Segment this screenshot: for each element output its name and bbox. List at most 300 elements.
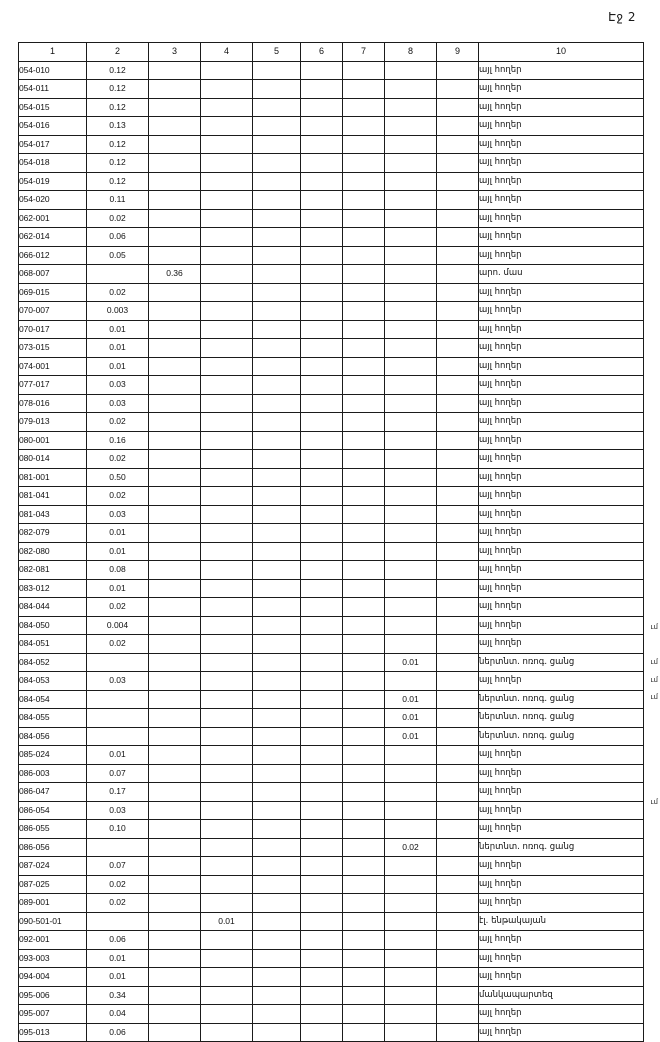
cell-c7	[343, 172, 385, 191]
table-row	[19, 302, 644, 321]
cell-c4	[201, 524, 253, 543]
cell-c5	[253, 616, 301, 635]
cell-c8	[385, 135, 437, 154]
cell-c1: 084-050	[19, 616, 87, 635]
cell-c2: 0.02	[87, 283, 149, 302]
cell-c9	[437, 154, 479, 173]
cell-c3	[149, 357, 201, 376]
cell-c8	[385, 413, 437, 432]
cell-c7	[343, 487, 385, 506]
table-row	[19, 357, 644, 376]
cell-c10: այլ հողեր	[479, 357, 644, 376]
table-row	[19, 653, 644, 672]
cell-c7	[343, 283, 385, 302]
cell-c9	[437, 635, 479, 654]
cell-c10: այլ հողեր	[479, 672, 644, 691]
cell-c7	[343, 431, 385, 450]
cell-c2: 0.03	[87, 672, 149, 691]
cell-c5	[253, 672, 301, 691]
cell-c5	[253, 320, 301, 339]
cell-c6	[301, 487, 343, 506]
cell-c9	[437, 931, 479, 950]
cell-c4	[201, 857, 253, 876]
cell-c6	[301, 764, 343, 783]
cell-c2: 0.06	[87, 1023, 149, 1042]
cell-c3	[149, 61, 201, 80]
cell-c1: 066-012	[19, 246, 87, 265]
table-row	[19, 468, 644, 487]
cell-c2: 0.12	[87, 98, 149, 117]
cell-c7	[343, 302, 385, 321]
cell-c9	[437, 320, 479, 339]
cell-c7	[343, 61, 385, 80]
table-row	[19, 228, 644, 247]
cell-c4	[201, 191, 253, 210]
cell-c4	[201, 635, 253, 654]
cell-c2: 0.11	[87, 191, 149, 210]
cell-c9	[437, 727, 479, 746]
cell-c4	[201, 616, 253, 635]
cell-c2: 0.003	[87, 302, 149, 321]
cell-c7	[343, 912, 385, 931]
cell-c7	[343, 505, 385, 524]
cell-c2: 0.01	[87, 339, 149, 358]
cell-c6	[301, 949, 343, 968]
cell-c2: 0.16	[87, 431, 149, 450]
cell-c5	[253, 431, 301, 450]
cell-c3	[149, 376, 201, 395]
cell-c1: 054-019	[19, 172, 87, 191]
cell-c4	[201, 117, 253, 136]
cell-c6	[301, 653, 343, 672]
cell-c3	[149, 1023, 201, 1042]
cell-c4	[201, 838, 253, 857]
cell-c8	[385, 487, 437, 506]
cell-c5	[253, 487, 301, 506]
cell-c10: ներտնտ. ոռոգ. ցանց	[479, 653, 644, 672]
table-row	[19, 209, 644, 228]
cell-c7	[343, 727, 385, 746]
cell-c10: այլ հողեր	[479, 376, 644, 395]
table-row	[19, 912, 644, 931]
cell-c2: 0.50	[87, 468, 149, 487]
cell-c2: 0.01	[87, 746, 149, 765]
cell-c2: 0.06	[87, 228, 149, 247]
cell-c10: այլ հողեր	[479, 949, 644, 968]
cell-c9	[437, 487, 479, 506]
cell-c5	[253, 727, 301, 746]
cell-c6	[301, 1005, 343, 1024]
cell-c4	[201, 283, 253, 302]
cell-c1: 092-001	[19, 931, 87, 950]
cell-c5	[253, 690, 301, 709]
cell-c7	[343, 561, 385, 580]
cell-c5	[253, 542, 301, 561]
cell-c7	[343, 450, 385, 469]
cell-c6	[301, 209, 343, 228]
cell-c10: այլ հողեր	[479, 783, 644, 802]
cell-c8	[385, 376, 437, 395]
cell-c9	[437, 450, 479, 469]
column-header-4: 4	[201, 43, 253, 62]
cell-c4	[201, 709, 253, 728]
cell-c9	[437, 616, 479, 635]
cell-c2: 0.02	[87, 635, 149, 654]
cell-c7	[343, 931, 385, 950]
cell-c5	[253, 450, 301, 469]
cell-c9	[437, 672, 479, 691]
cell-c1: 086-056	[19, 838, 87, 857]
cell-c7	[343, 598, 385, 617]
cell-c5	[253, 172, 301, 191]
cell-c1: 054-015	[19, 98, 87, 117]
column-header-6: 6	[301, 43, 343, 62]
table-row	[19, 524, 644, 543]
cell-c10: այլ հողեր	[479, 764, 644, 783]
cell-c3	[149, 653, 201, 672]
cell-c5	[253, 820, 301, 839]
cell-c9	[437, 912, 479, 931]
cell-c3	[149, 801, 201, 820]
cell-c6	[301, 357, 343, 376]
cell-c1: 084-056	[19, 727, 87, 746]
table-row	[19, 801, 644, 820]
cell-c4	[201, 302, 253, 321]
cell-c2: 0.08	[87, 561, 149, 580]
cell-c4	[201, 468, 253, 487]
cell-c1: 078-016	[19, 394, 87, 413]
cell-c3	[149, 857, 201, 876]
cell-c9	[437, 283, 479, 302]
cell-c5	[253, 61, 301, 80]
cell-c1: 086-055	[19, 820, 87, 839]
cell-c5	[253, 912, 301, 931]
cell-c6	[301, 968, 343, 987]
cell-c1: 084-053	[19, 672, 87, 691]
cell-c8	[385, 524, 437, 543]
cell-c2: 0.10	[87, 820, 149, 839]
cell-c6	[301, 709, 343, 728]
cell-c1: 079-013	[19, 413, 87, 432]
table-row	[19, 191, 644, 210]
cell-c9	[437, 302, 479, 321]
cell-c8	[385, 912, 437, 931]
cell-c6	[301, 135, 343, 154]
cell-c3	[149, 505, 201, 524]
cell-c10: այլ հողեր	[479, 598, 644, 617]
cell-c3	[149, 931, 201, 950]
cell-c2: 0.02	[87, 450, 149, 469]
cell-c9	[437, 98, 479, 117]
cell-c7	[343, 875, 385, 894]
cell-c1: 082-081	[19, 561, 87, 580]
cell-c8: 0.01	[385, 653, 437, 672]
cell-c6	[301, 394, 343, 413]
cell-c7	[343, 1023, 385, 1042]
cell-c1: 069-015	[19, 283, 87, 302]
table-row	[19, 561, 644, 580]
cell-c6	[301, 431, 343, 450]
table-row	[19, 413, 644, 432]
column-header-2: 2	[87, 43, 149, 62]
cell-c7	[343, 579, 385, 598]
cell-c10: այլ հողեր	[479, 857, 644, 876]
cell-c8	[385, 339, 437, 358]
cell-c8	[385, 801, 437, 820]
row-margin-mark: ւմ	[650, 798, 658, 806]
cell-c1: 095-007	[19, 1005, 87, 1024]
cell-c1: 081-001	[19, 468, 87, 487]
cell-c1: 080-014	[19, 450, 87, 469]
cell-c6	[301, 505, 343, 524]
cell-c3	[149, 487, 201, 506]
cell-c2: 0.02	[87, 487, 149, 506]
cell-c8	[385, 80, 437, 99]
cell-c7	[343, 376, 385, 395]
cell-c10: այլ հողեր	[479, 505, 644, 524]
cell-c1: 086-047	[19, 783, 87, 802]
cell-c2: 0.12	[87, 61, 149, 80]
row-margin-mark: ւմ	[650, 693, 658, 701]
cell-c7	[343, 135, 385, 154]
cell-c8	[385, 672, 437, 691]
cell-c10: այլ հողեր	[479, 302, 644, 321]
cell-c1: 093-003	[19, 949, 87, 968]
cell-c3	[149, 875, 201, 894]
cell-c10: այլ հողեր	[479, 1005, 644, 1024]
table-row	[19, 61, 644, 80]
cell-c10: այլ հողեր	[479, 968, 644, 987]
cell-c7	[343, 690, 385, 709]
cell-c8	[385, 986, 437, 1005]
cell-c2: 0.12	[87, 135, 149, 154]
cell-c2	[87, 727, 149, 746]
cell-c3	[149, 616, 201, 635]
cell-c10: այլ հողեր	[479, 431, 644, 450]
cell-c9	[437, 394, 479, 413]
cell-c1: 083-012	[19, 579, 87, 598]
cell-c6	[301, 61, 343, 80]
cell-c5	[253, 413, 301, 432]
table-row	[19, 820, 644, 839]
cell-c2: 0.07	[87, 857, 149, 876]
cell-c7	[343, 783, 385, 802]
cell-c4	[201, 209, 253, 228]
cell-c3	[149, 949, 201, 968]
cell-c2	[87, 709, 149, 728]
cell-c7	[343, 746, 385, 765]
cell-c8	[385, 468, 437, 487]
cell-c7	[343, 986, 385, 1005]
table-row	[19, 117, 644, 136]
cell-c7	[343, 98, 385, 117]
cell-c5	[253, 838, 301, 857]
cell-c2: 0.02	[87, 598, 149, 617]
cell-c10: այլ հողեր	[479, 172, 644, 191]
cell-c3	[149, 820, 201, 839]
cell-c8: 0.01	[385, 709, 437, 728]
cell-c8	[385, 857, 437, 876]
cell-c1: 084-052	[19, 653, 87, 672]
cell-c6	[301, 931, 343, 950]
cell-c6	[301, 468, 343, 487]
cell-c4	[201, 986, 253, 1005]
cell-c7	[343, 524, 385, 543]
cell-c1: 070-017	[19, 320, 87, 339]
cell-c4	[201, 801, 253, 820]
cell-c3	[149, 283, 201, 302]
cell-c4	[201, 265, 253, 284]
cell-c7	[343, 542, 385, 561]
cell-c10: ներտնտ. ոռոգ. ցանց	[479, 709, 644, 728]
cell-c9	[437, 524, 479, 543]
cell-c10: այլ հողեր	[479, 561, 644, 580]
cell-c5	[253, 524, 301, 543]
cell-c6	[301, 542, 343, 561]
table-row	[19, 875, 644, 894]
cell-c2: 0.02	[87, 894, 149, 913]
cell-c1: 087-024	[19, 857, 87, 876]
cell-c10: այլ հողեր	[479, 820, 644, 839]
cell-c3	[149, 764, 201, 783]
cell-c10: այլ հողեր	[479, 450, 644, 469]
cell-c9	[437, 949, 479, 968]
cell-c10: ներտնտ. ոռոգ. ցանց	[479, 727, 644, 746]
cell-c10: այլ հողեր	[479, 98, 644, 117]
cell-c1: 094-004	[19, 968, 87, 987]
cell-c10: այլ հողեր	[479, 746, 644, 765]
cell-c9	[437, 561, 479, 580]
column-header-7: 7	[343, 43, 385, 62]
cell-c6	[301, 894, 343, 913]
cell-c9	[437, 709, 479, 728]
cell-c3	[149, 135, 201, 154]
cell-c4	[201, 1023, 253, 1042]
cell-c4	[201, 394, 253, 413]
cell-c9	[437, 172, 479, 191]
cell-c5	[253, 80, 301, 99]
cell-c8	[385, 302, 437, 321]
cell-c10: այլ հողեր	[479, 413, 644, 432]
table-row	[19, 727, 644, 746]
cell-c7	[343, 1005, 385, 1024]
cell-c2: 0.12	[87, 80, 149, 99]
cell-c5	[253, 746, 301, 765]
cell-c7	[343, 635, 385, 654]
cell-c7	[343, 894, 385, 913]
column-header-8: 8	[385, 43, 437, 62]
cell-c3	[149, 672, 201, 691]
cell-c2: 0.07	[87, 764, 149, 783]
table-row	[19, 98, 644, 117]
cell-c6	[301, 450, 343, 469]
cell-c2: 0.01	[87, 524, 149, 543]
cell-c5	[253, 394, 301, 413]
cell-c3	[149, 80, 201, 99]
cell-c5	[253, 635, 301, 654]
cell-c4	[201, 561, 253, 580]
cell-c9	[437, 505, 479, 524]
cell-c10: այլ հողեր	[479, 339, 644, 358]
cell-c9	[437, 228, 479, 247]
table-row	[19, 931, 644, 950]
cell-c9	[437, 61, 479, 80]
table-row	[19, 172, 644, 191]
table-row	[19, 709, 644, 728]
cell-c8	[385, 265, 437, 284]
cell-c1: 054-016	[19, 117, 87, 136]
cell-c9	[437, 746, 479, 765]
cell-c3	[149, 302, 201, 321]
cell-c9	[437, 801, 479, 820]
cell-c8	[385, 598, 437, 617]
cell-c10: այլ հողեր	[479, 209, 644, 228]
cell-c4	[201, 653, 253, 672]
cell-c4	[201, 172, 253, 191]
cell-c10: այլ հողեր	[479, 875, 644, 894]
land-parcels-table	[18, 42, 644, 1042]
table-row	[19, 135, 644, 154]
cell-c8	[385, 561, 437, 580]
cell-c9	[437, 117, 479, 136]
cell-c9	[437, 579, 479, 598]
cell-c4	[201, 135, 253, 154]
cell-c2: 0.17	[87, 783, 149, 802]
cell-c1: 062-001	[19, 209, 87, 228]
cell-c5	[253, 764, 301, 783]
table-row	[19, 949, 644, 968]
cell-c3	[149, 98, 201, 117]
cell-c7	[343, 265, 385, 284]
table-row	[19, 394, 644, 413]
cell-c3	[149, 320, 201, 339]
cell-c9	[437, 783, 479, 802]
cell-c2: 0.01	[87, 320, 149, 339]
cell-c3	[149, 117, 201, 136]
cell-c2	[87, 912, 149, 931]
cell-c7	[343, 801, 385, 820]
cell-c10: մանկապարտեզ	[479, 986, 644, 1005]
column-header-9: 9	[437, 43, 479, 62]
table-row	[19, 154, 644, 173]
table-row	[19, 1023, 644, 1042]
cell-c8: 0.01	[385, 727, 437, 746]
cell-c3	[149, 246, 201, 265]
cell-c8	[385, 949, 437, 968]
cell-c1: 085-024	[19, 746, 87, 765]
cell-c4	[201, 154, 253, 173]
cell-c5	[253, 801, 301, 820]
cell-c8	[385, 320, 437, 339]
cell-c4	[201, 783, 253, 802]
cell-c6	[301, 320, 343, 339]
cell-c9	[437, 598, 479, 617]
cell-c1: 054-017	[19, 135, 87, 154]
cell-c9	[437, 357, 479, 376]
cell-c9	[437, 246, 479, 265]
cell-c3	[149, 579, 201, 598]
cell-c8	[385, 154, 437, 173]
cell-c7	[343, 154, 385, 173]
cell-c1: 084-044	[19, 598, 87, 617]
cell-c8	[385, 450, 437, 469]
cell-c8	[385, 117, 437, 136]
cell-c4	[201, 875, 253, 894]
cell-c6	[301, 302, 343, 321]
cell-c1: 068-007	[19, 265, 87, 284]
cell-c9	[437, 968, 479, 987]
cell-c7	[343, 80, 385, 99]
